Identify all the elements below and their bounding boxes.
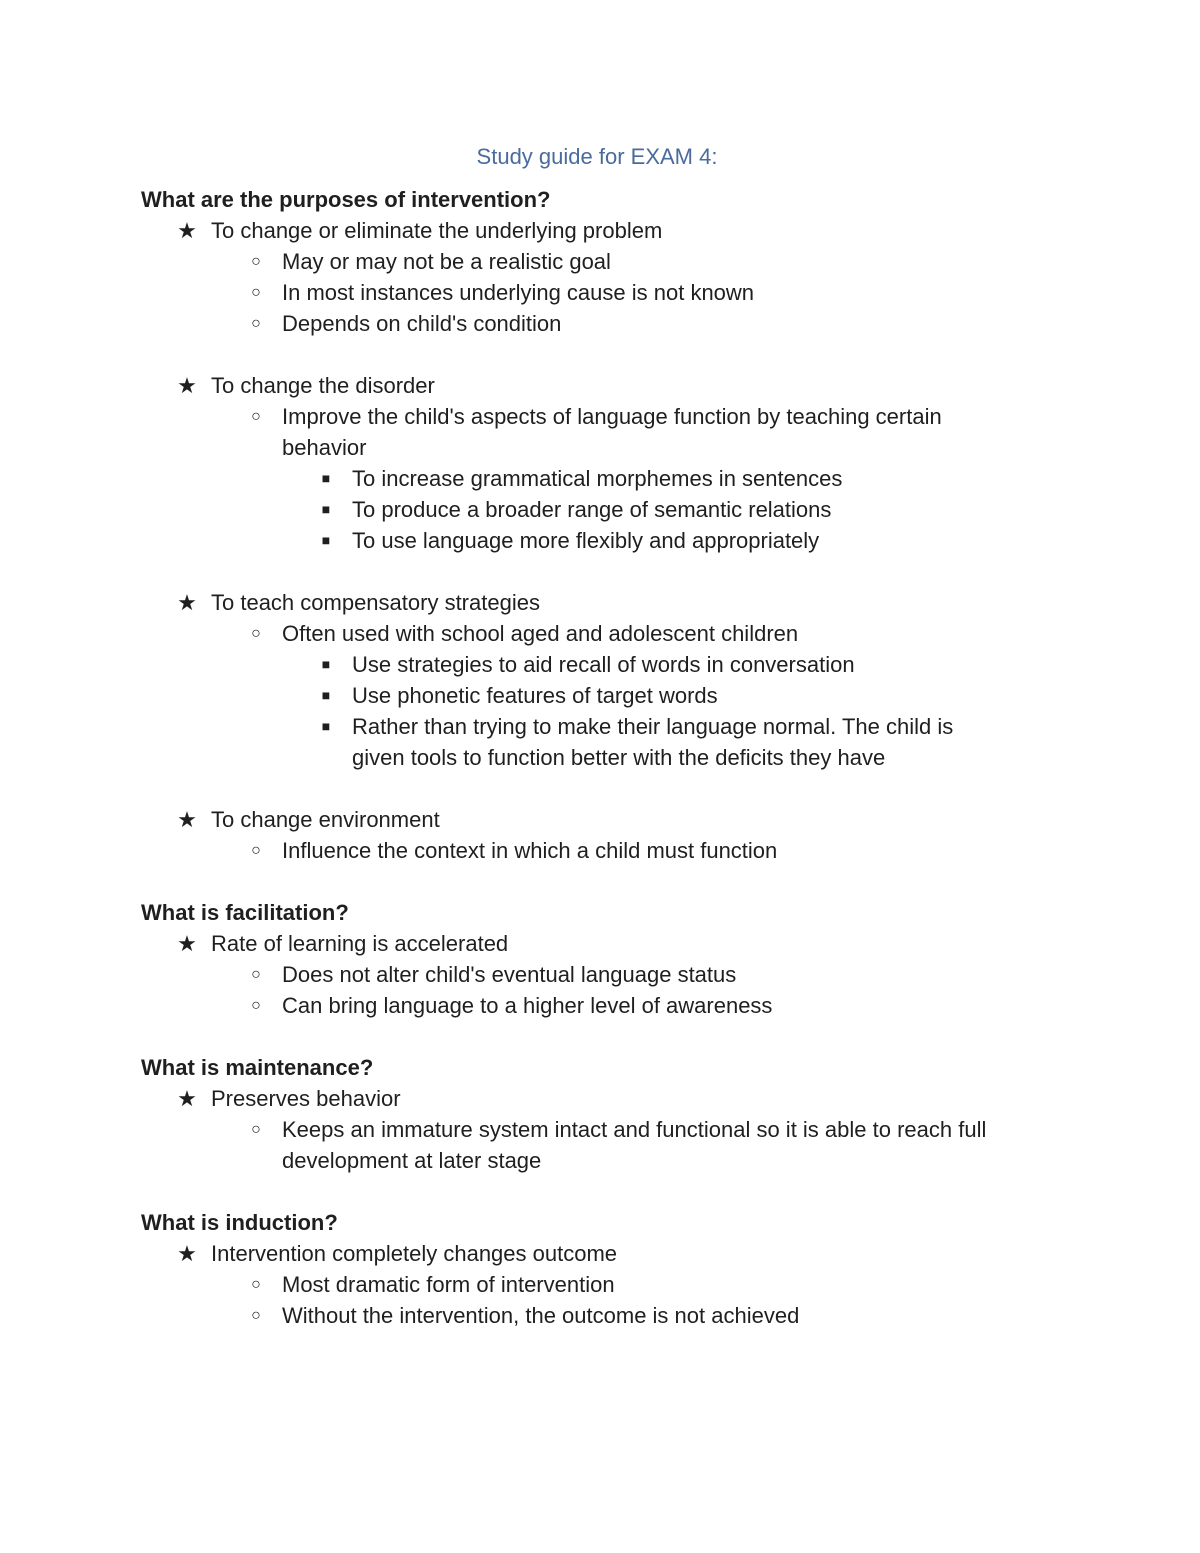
spacer — [141, 773, 1061, 804]
list-item-text: In most instances underlying cause is not known — [282, 280, 755, 305]
list-item-text: To use language more flexibly and appropriately — [352, 528, 820, 553]
list-item — [141, 1300, 1061, 1331]
star-bullet-icon: ★ — [177, 931, 197, 956]
star-bullet-icon: ★ — [177, 590, 197, 615]
list-item-text: Often used with school aged and adolescent children — [282, 621, 799, 646]
question-heading: What is induction? — [141, 1210, 338, 1235]
list-item-text: Can bring language to a higher level of awareness — [282, 993, 773, 1018]
list-item-text: To produce a broader range of semantic relations — [352, 497, 832, 522]
list-item-text: Does not alter child's eventual language status — [282, 962, 737, 987]
list-item-text: Keeps an immature system intact and functional so it is able to reach full development at later stage — [282, 1117, 987, 1173]
list-item — [141, 463, 1061, 494]
list-item — [141, 277, 1061, 308]
circle-bullet-icon: ○ — [251, 253, 261, 270]
list-item-text: Rather than trying to make their language normal. The child is given tools to function better with the deficits they have — [352, 714, 954, 770]
circle-bullet-icon: ○ — [251, 966, 261, 983]
circle-bullet-icon: ○ — [251, 284, 261, 301]
list-item-text: May or may not be a realistic goal — [282, 249, 611, 274]
circle-bullet-icon: ○ — [251, 842, 261, 859]
list-item-text: Use phonetic features of target words — [352, 683, 718, 708]
star-bullet-icon: ★ — [177, 807, 197, 832]
list-item — [141, 401, 1061, 463]
list-item-text: Without the intervention, the outcome is not achieved — [282, 1303, 800, 1328]
list-item — [141, 649, 1061, 680]
list-item-text: Rate of learning is accelerated — [211, 931, 509, 956]
square-bullet-icon: ■ — [321, 532, 331, 548]
list-item — [141, 1083, 1061, 1114]
list-item-text: Improve the child's aspects of language function by teaching certain behavior — [282, 404, 942, 460]
list-item — [141, 494, 1061, 525]
list-item — [141, 959, 1061, 990]
list-item — [141, 928, 1061, 959]
question-heading: What is maintenance? — [141, 1055, 374, 1080]
circle-bullet-icon: ○ — [251, 408, 261, 425]
list-item — [141, 1238, 1061, 1269]
question-heading: What are the purposes of intervention? — [141, 187, 551, 212]
list-item-text: To teach compensatory strategies — [211, 590, 540, 615]
list-item — [141, 215, 1061, 246]
list-item-text: To change or eliminate the underlying problem — [211, 218, 663, 243]
list-item — [141, 680, 1061, 711]
list-item — [141, 835, 1061, 866]
list-item — [141, 711, 1061, 773]
list-item-text: Influence the context in which a child must function — [282, 838, 778, 863]
circle-bullet-icon: ○ — [251, 1121, 261, 1138]
square-bullet-icon: ■ — [321, 718, 331, 734]
list-item — [141, 618, 1061, 649]
circle-bullet-icon: ○ — [251, 315, 261, 332]
spacer — [141, 1176, 1061, 1207]
circle-bullet-icon: ○ — [251, 997, 261, 1014]
star-bullet-icon: ★ — [177, 218, 197, 243]
list-item-text: Most dramatic form of intervention — [282, 1272, 615, 1297]
list-item-text: To increase grammatical morphemes in sentences — [352, 466, 843, 491]
list-item — [141, 308, 1061, 339]
list-item — [141, 804, 1061, 835]
list-item-text: Depends on child's condition — [282, 311, 562, 336]
list-item-text: To change the disorder — [211, 373, 435, 398]
list-item-text: Preserves behavior — [211, 1086, 401, 1111]
square-bullet-icon: ■ — [321, 687, 331, 703]
list-item — [141, 246, 1061, 277]
spacer — [141, 339, 1061, 370]
square-bullet-icon: ■ — [321, 656, 331, 672]
spacer — [141, 866, 1061, 897]
star-bullet-icon: ★ — [177, 1241, 197, 1266]
list-item-text: Use strategies to aid recall of words in conversation — [352, 652, 855, 677]
list-item — [141, 1114, 1061, 1176]
document-title: Study guide for EXAM 4: — [476, 144, 718, 169]
star-bullet-icon: ★ — [177, 1086, 197, 1111]
list-item — [141, 1269, 1061, 1300]
circle-bullet-icon: ○ — [251, 1307, 261, 1324]
circle-bullet-icon: ○ — [251, 1276, 261, 1293]
list-item-text: Intervention completely changes outcome — [211, 1241, 618, 1266]
spacer — [141, 556, 1061, 587]
list-item — [141, 370, 1061, 401]
document-body — [141, 184, 1061, 1331]
square-bullet-icon: ■ — [321, 470, 331, 486]
star-bullet-icon: ★ — [177, 373, 197, 398]
list-item-text: To change environment — [211, 807, 440, 832]
list-item — [141, 587, 1061, 618]
question-heading: What is facilitation? — [141, 900, 349, 925]
circle-bullet-icon: ○ — [251, 625, 261, 642]
square-bullet-icon: ■ — [321, 501, 331, 517]
list-item — [141, 525, 1061, 556]
list-item — [141, 990, 1061, 1021]
spacer — [141, 1021, 1061, 1052]
